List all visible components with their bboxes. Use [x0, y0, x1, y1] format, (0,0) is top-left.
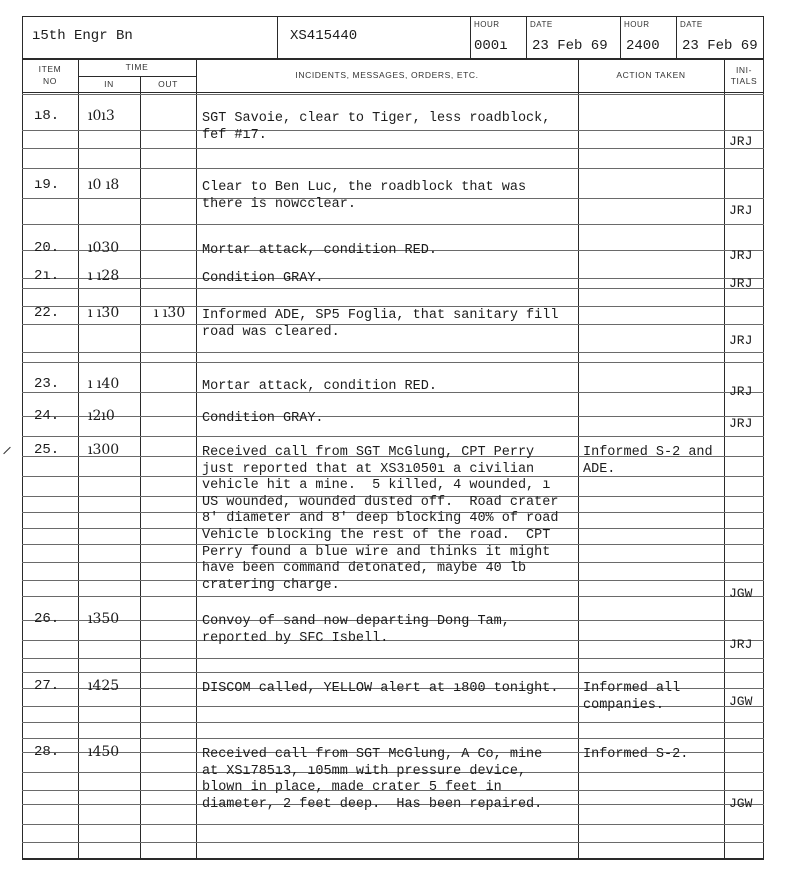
header-divider [620, 16, 621, 58]
incident-text-line: have been command detonated, maybe 40 lb [202, 561, 527, 577]
time-in-heading: IN [104, 79, 114, 89]
time-heading: TIME [125, 62, 149, 72]
time-in: ı350 [88, 611, 120, 627]
row-separator [22, 94, 764, 95]
column-divider [140, 76, 141, 858]
incident-text-line: road was cleared. [202, 324, 340, 340]
incident-text-line: blown in place, made crater 5 feet in [202, 780, 502, 796]
row-separator [22, 658, 764, 659]
item-number: 25. [34, 442, 60, 458]
initials: JRJ [729, 203, 753, 218]
time-in: ı030 [88, 240, 120, 256]
incident-text-line: just reported that at XS3ı050ı a civilian [202, 461, 535, 477]
row-separator [22, 672, 764, 673]
row-separator [22, 824, 764, 825]
row-separator [22, 168, 764, 169]
item-heading: ITEM [38, 64, 62, 74]
item-number: 22. [34, 305, 60, 321]
item-number: 23. [34, 376, 60, 392]
initials: JGW [729, 694, 753, 709]
to-hour: 2400 [626, 38, 660, 54]
journal-sheet [22, 16, 764, 862]
action-text-line: Informed S-2. [583, 747, 689, 762]
initials: JRJ [729, 276, 753, 291]
item-number: ı8. [34, 108, 60, 124]
to-date-label: DATE [680, 20, 703, 29]
incident-text-line: Mortar attack, condition RED. [202, 379, 437, 394]
header-divider [277, 16, 278, 58]
incident-text-line: Condition GRAY. [202, 271, 324, 286]
row-separator [22, 362, 764, 363]
to-hour-label: HOUR [624, 20, 650, 29]
margin-check-mark: ⸍ [2, 442, 12, 466]
initials: JRJ [729, 248, 753, 263]
time-out: ı ı30 [154, 305, 186, 321]
initials: JGW [729, 796, 753, 811]
right-border [763, 16, 764, 860]
header-divider [470, 16, 471, 58]
item-number: 2ı. [34, 268, 60, 284]
incident-text-line: at XSı785ı3, ı05mm with pressure device, [202, 763, 527, 779]
item-number: 28. [34, 744, 60, 760]
incident-text-line: Condition GRAY. [202, 411, 324, 426]
row-separator [22, 324, 764, 325]
item-number: 20. [34, 240, 60, 256]
bottom-border [22, 858, 764, 860]
time-in: ı ı40 [88, 376, 120, 392]
top-border [22, 16, 764, 17]
action-text-line: ADE. [583, 461, 616, 477]
header-divider [526, 16, 527, 58]
incident-text-line: there is nowcclear. [202, 196, 356, 212]
incident-text-line: Perry found a blue wire and thinks it might [202, 544, 551, 560]
incident-text-line: Vehicle blocking the rest of the road. CPT [202, 528, 551, 543]
grid-reference: XS415440 [290, 28, 358, 44]
incident-text-line: Received call from SGT McGlung, CPT Perry [202, 445, 535, 460]
row-separator [22, 640, 764, 641]
row-separator [22, 148, 764, 149]
left-border [22, 16, 23, 860]
row-separator [22, 842, 764, 843]
initials: JRJ [729, 333, 753, 348]
row-separator [22, 130, 764, 131]
to-date: 23 Feb 69 [682, 38, 758, 54]
row-separator [22, 416, 764, 417]
incidents-heading: INCIDENTS, MESSAGES, ORDERS, ETC. [295, 70, 479, 80]
item-number: 26. [34, 611, 60, 627]
time-in: ı0 ı8 [88, 177, 120, 193]
incident-text-line: 8' diameter and 8' deep blocking 40% of road [202, 511, 559, 527]
item-number: ı9. [34, 177, 60, 193]
row-separator [22, 722, 764, 723]
time-subheader-line [78, 76, 196, 77]
initials: JRJ [729, 637, 753, 652]
incident-text-line: fef #ı7. [202, 127, 267, 143]
action-text-line: Informed all [583, 681, 681, 696]
row-separator [22, 738, 764, 739]
no-heading: NO [43, 76, 57, 86]
incident-text-line: Clear to Ben Luc, the roadblock that was [202, 180, 527, 195]
time-in: ı425 [88, 678, 120, 694]
incident-text-line: Received call from SGT McGlung, A Co, mine [202, 747, 543, 762]
row-separator [22, 436, 764, 437]
row-separator [22, 198, 764, 199]
initials-heading: INI- [735, 65, 753, 75]
time-in: ı2ı0 [88, 408, 115, 424]
time-out-heading: OUT [158, 79, 178, 89]
action-text-line: companies. [583, 697, 665, 713]
item-number: 24. [34, 408, 60, 424]
row-separator [22, 278, 764, 279]
incident-text-line: DISCOM called, YELLOW alert at ı800 tonight. [202, 681, 559, 696]
incident-text-line: Informed ADE, SP5 Foglia, that sanitary fill [202, 308, 559, 323]
time-in: ı450 [88, 744, 120, 760]
incident-text-line: diameter, 2 feet deep. Has been repaired. [202, 796, 543, 812]
header-bottom-border [22, 58, 764, 60]
incident-text-line: Convoy of sand now departing Dong Tam, [202, 614, 510, 629]
time-in: ı300 [88, 442, 120, 458]
from-hour: 000ı [474, 38, 508, 54]
column-header-bottom-border [22, 92, 764, 93]
row-separator [22, 224, 764, 225]
initials: JRJ [729, 416, 753, 431]
incident-text-line: US wounded, wounded dusted off. Road crater [202, 494, 559, 510]
initials: JRJ [729, 134, 753, 149]
from-hour-label: HOUR [474, 20, 500, 29]
row-separator [22, 580, 764, 581]
time-in: ı ı30 [88, 305, 120, 321]
from-date-label: DATE [530, 20, 553, 29]
time-in: ı0ı3 [88, 108, 115, 124]
action-text-line: Informed S-2 and [583, 445, 713, 460]
incident-text-line: reported by SFC Isbell. [202, 630, 389, 646]
incident-text-line: vehicle hit a mine. 5 killed, 4 wounded, ı [202, 478, 551, 494]
incident-text-line: cratering charge. [202, 577, 340, 593]
initials: JGW [729, 586, 753, 601]
action-heading: ACTION TAKEN [616, 70, 686, 80]
initials-heading-2: TIALS [730, 76, 758, 86]
unit-name: ı5th Engr Bn [32, 28, 133, 44]
incident-text-line: SGT Savoie, clear to Tiger, less roadblock, [202, 111, 551, 126]
time-in: ı ı28 [88, 268, 120, 284]
header-divider [676, 16, 677, 58]
initials: JRJ [729, 384, 753, 399]
from-date: 23 Feb 69 [532, 38, 608, 54]
row-separator [22, 288, 764, 289]
incident-text-line: Mortar attack, condition RED. [202, 243, 437, 258]
row-separator [22, 596, 764, 597]
item-number: 27. [34, 678, 60, 694]
row-separator [22, 352, 764, 353]
